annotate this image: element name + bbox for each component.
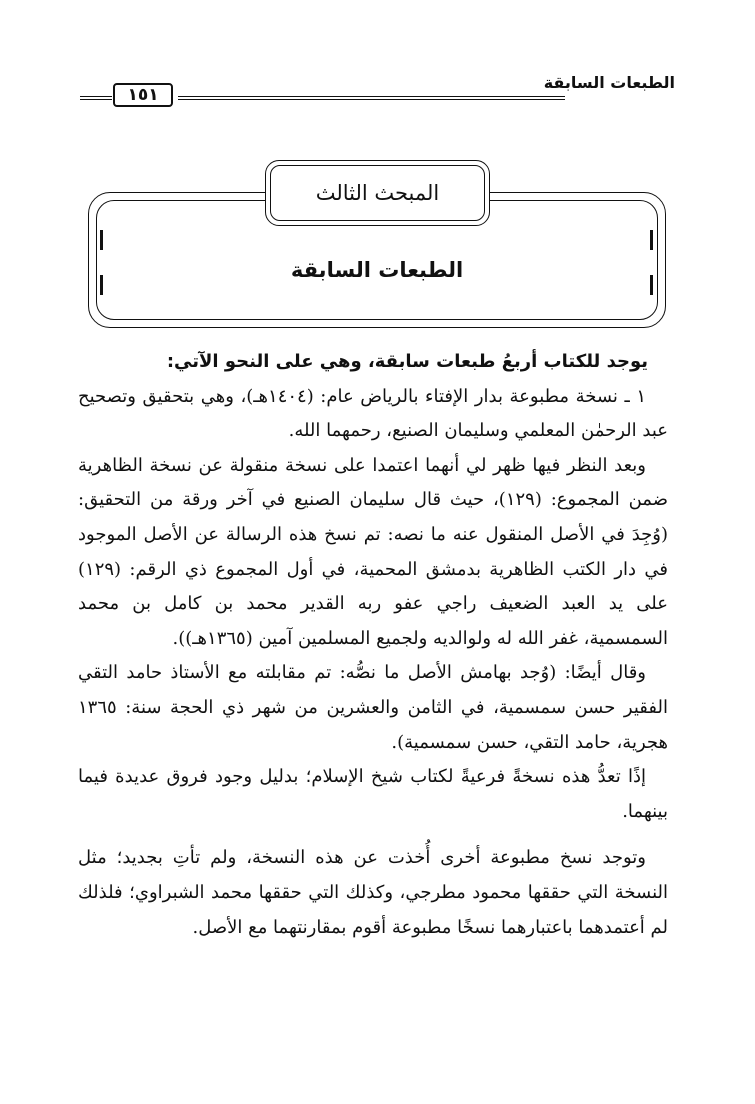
chapter-label: المبحث الثالث	[270, 165, 485, 221]
running-header-title: الطبعات السابقة	[543, 73, 675, 92]
frame-ornament	[650, 230, 653, 250]
paragraph: وتوجد نسخ مطبوعة أخرى أُخذت عن هذه النسخة، ولم تأتِ بجديد؛ مثل النسخة التي حققها محمود مطرجي، وكذلك التي حققها محمد الشبراوي؛ فلذلك لم أعتمدهما باعتبارهما نسخًا مطبوعة أقوم بمقارنتهما مع الأصل.	[78, 847, 668, 938]
header-rule-short	[80, 96, 112, 100]
intro-paragraph: يوجد للكتاب أربعُ طبعات سابقة، وهي على النحو الآتي:	[166, 351, 648, 372]
paragraph: وبعد النظر فيها ظهر لي أنهما اعتمدا على نسخة منقولة عن نسخة الظاهرية ضمن المجموع: (١٢٩)، حيث قال سليمان الصنيع في آخر ورقة من التحقيق: (وُجِدَ في الأصل المنقول عنه ما نصه: تم نسخ هذه الرسالة عن الأصل الموجود في دار الكتب الظاهرية بدمشق المحمية، في أول المجموع ذي الرقم: (١٢٩) على يد العبد الضعيف راجي عفو ربه القدير محمد بن كامل بن محمد السمسمية، غفر الله له ولوالديه ولجميع المسلمين آمين (١٣٦٥هـ)).	[78, 454, 668, 649]
paragraph: وقال أيضًا: (وُجد بهامش الأصل ما نصُّه: تم مقابلته مع الأستاذ حامد التقي الفقير حسن سمسمية، في الثامن والعشرين من شهر ذي الحجة سنة: ١٣٦٥ هجرية، حامد التقي، حسن سمسمية).	[78, 662, 668, 753]
header-rule	[178, 96, 565, 100]
section-title: الطبعات السابقة	[290, 258, 464, 282]
body-text	[78, 345, 668, 945]
paragraph: ١ ـ نسخة مطبوعة بدار الإفتاء بالرياض عام: (١٤٠٤هـ)، وهي بتحقيق وتصحيح عبد الرحمٰن المعلمي وسليمان الصنيع، رحمهما الله.	[78, 385, 668, 442]
paragraph: إذًا تعدُّ هذه نسخةً فرعيةً لكتاب شيخ الإسلام؛ بدليل وجود فروق عديدة فيما بينهما.	[78, 766, 668, 822]
page-number: ١٥١	[113, 83, 173, 107]
frame-ornament	[100, 230, 103, 250]
